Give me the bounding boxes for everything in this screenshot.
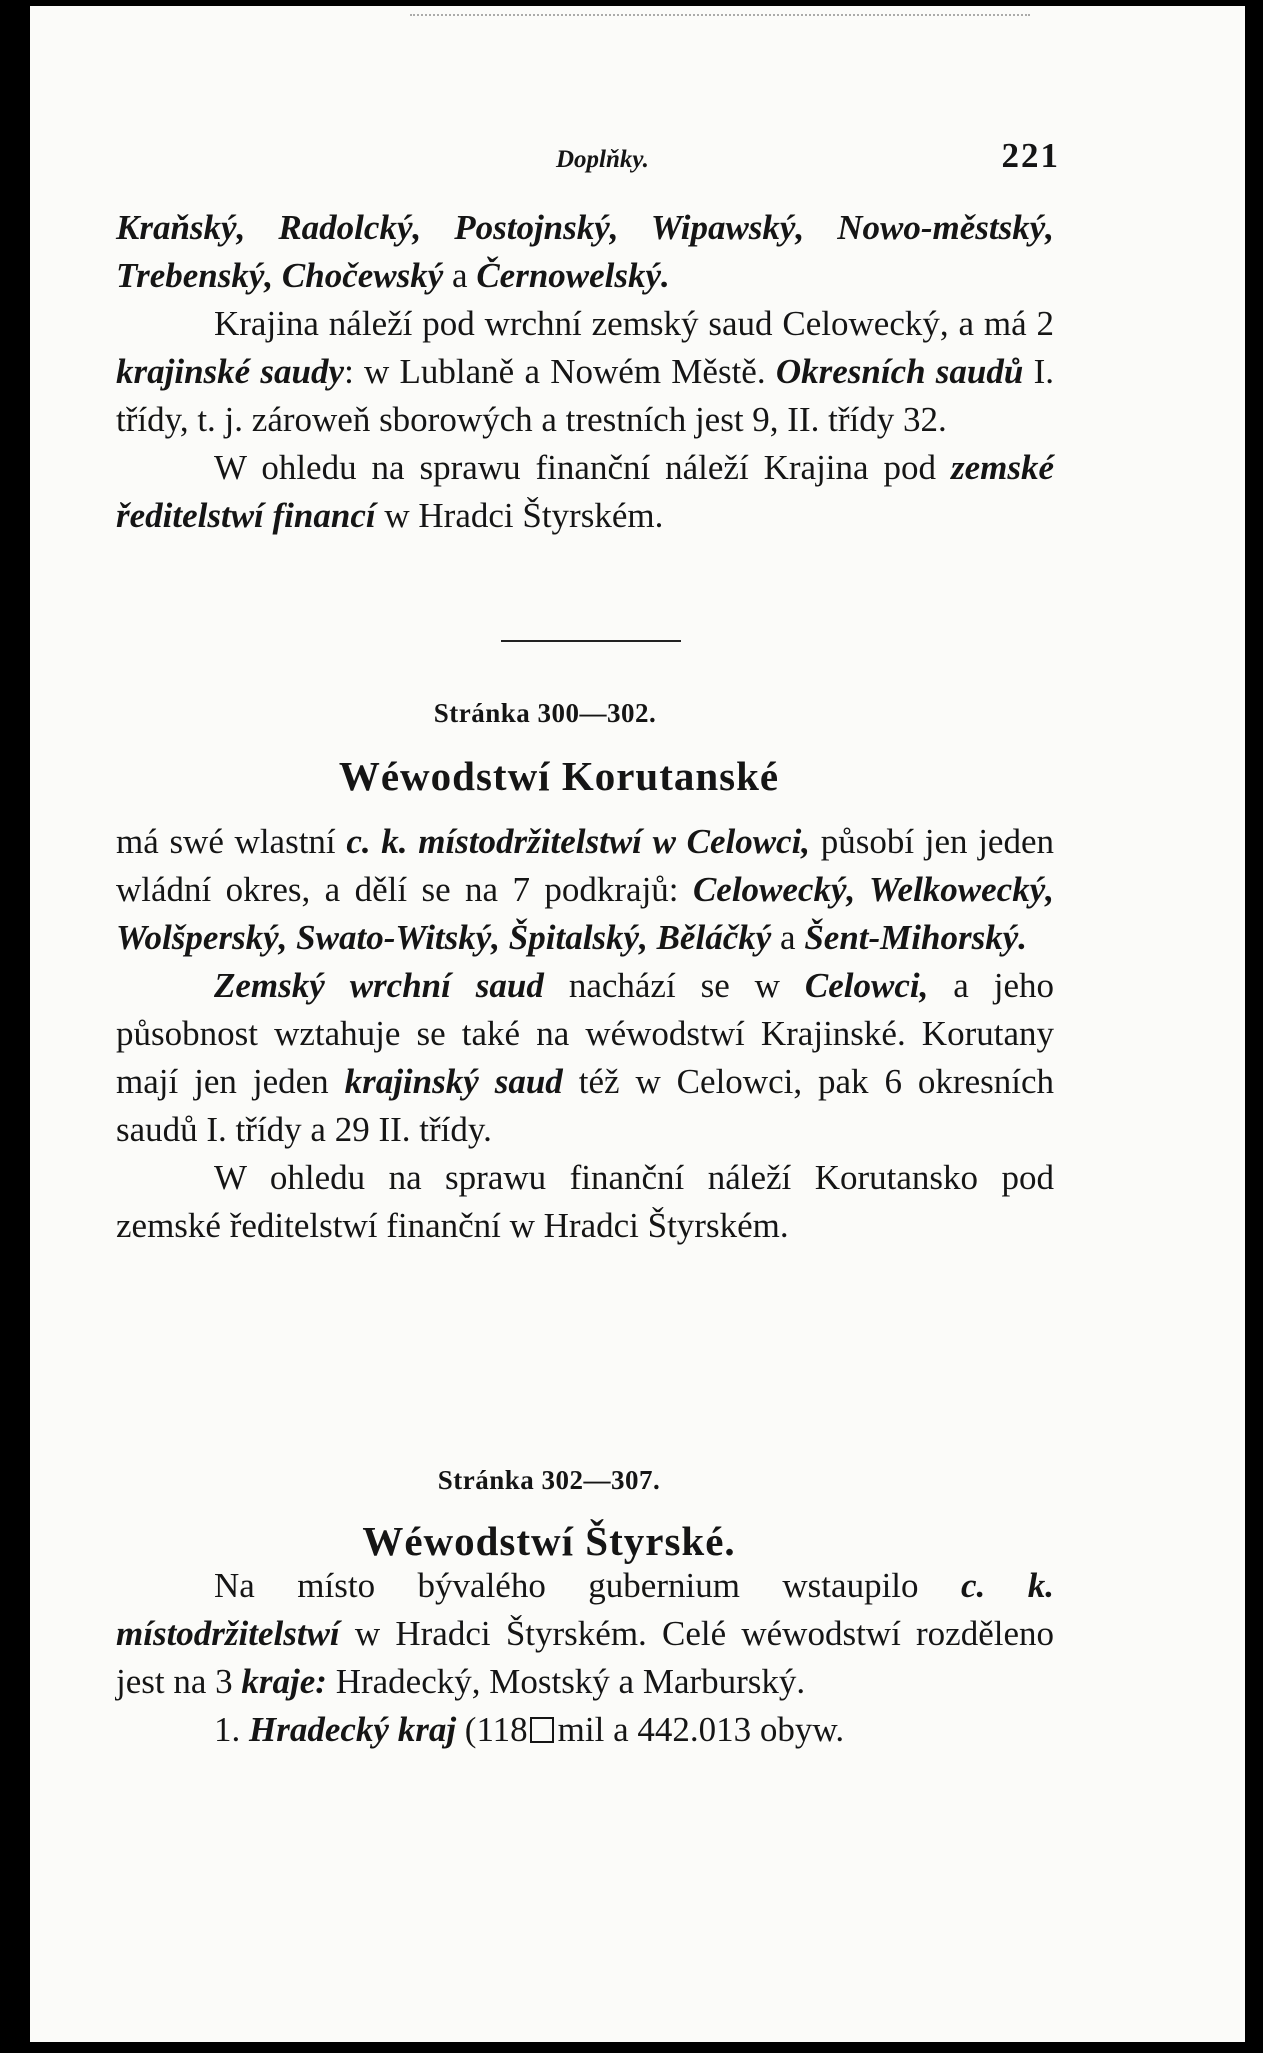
region-list-item: 1. Hradecký kraj (118 mil a 442.013 obyw. xyxy=(214,1710,845,1749)
section-divider xyxy=(501,640,681,642)
section2-admin-paragraph: Na místo bývalého gubernium wstaupilo c. k. místodržitelstwí w Hradci Štyrském. Celé wéwodstwí rozděleno jest na 3 kraje: Hradecký, Mostský a Marburský. xyxy=(116,1566,1054,1701)
scanned-page xyxy=(30,6,1245,2042)
section1-page-ref: Stránka 300—302. xyxy=(433,698,657,728)
intro-block xyxy=(116,204,1054,540)
page-header xyxy=(116,132,1060,182)
section2-body xyxy=(116,1562,1054,1754)
scan-artifact xyxy=(410,14,1030,24)
section1-finance-paragraph: W ohledu na sprawu finanční náleží Korutansko pod zemské ředitelstwí finanční w Hradci Štyrském. xyxy=(116,1158,1054,1245)
intro-finance-paragraph: W ohledu na sprawu finanční náleží Krajina pod zemské ředitelstwí financí w Hradci Štyrském. xyxy=(116,448,1054,535)
section1-title: Wéwodstwí Korutanské xyxy=(338,753,780,799)
running-head: Doplňky. xyxy=(556,146,649,173)
intro-courts-paragraph: Krajina náleží pod wrchní zemský saud Celowecký, a má 2 krajinské saudy: w Lublaně a Nowém Městě. Okresních saudů I. třídy, t. j. zároweň sborowých a trestních jest 9, II. třídy 32. xyxy=(116,304,1055,439)
section2-page-ref: Stránka 302—307. xyxy=(437,1465,661,1495)
page-number: 221 xyxy=(1001,136,1060,175)
intro-districts-paragraph: Kraňský, Radolcký, Postojnský, Wipawský, Nowo-městský, Trebenský, Chočewský a Černowelský. xyxy=(116,208,1054,295)
section1-admin-paragraph: má swé wlastní c. k. místodržitelstwí w Celowci, působí jen jeden wládní okres, a dělí se na 7 podkrajů: Celowecký, Welkowecký, Wolšperský, Swato-Witský, Špitalský, Běláčký a Šent-Mihorský. xyxy=(116,822,1054,957)
section1-courts-paragraph: Zemský wrchní saud nachází se w Celowci, a jeho působnost wztahuje se také na wéwodstwí Krajinské. Korutany mají jen jeden krajinský saud též w Celowci, pak 6 okresních saudů I. třídy a 29 II. třídy. xyxy=(116,966,1055,1149)
section2-title: Wéwodstwí Štyrské. xyxy=(362,1518,736,1564)
section1-body xyxy=(116,818,1054,1250)
square-mile-icon xyxy=(530,1717,554,1743)
